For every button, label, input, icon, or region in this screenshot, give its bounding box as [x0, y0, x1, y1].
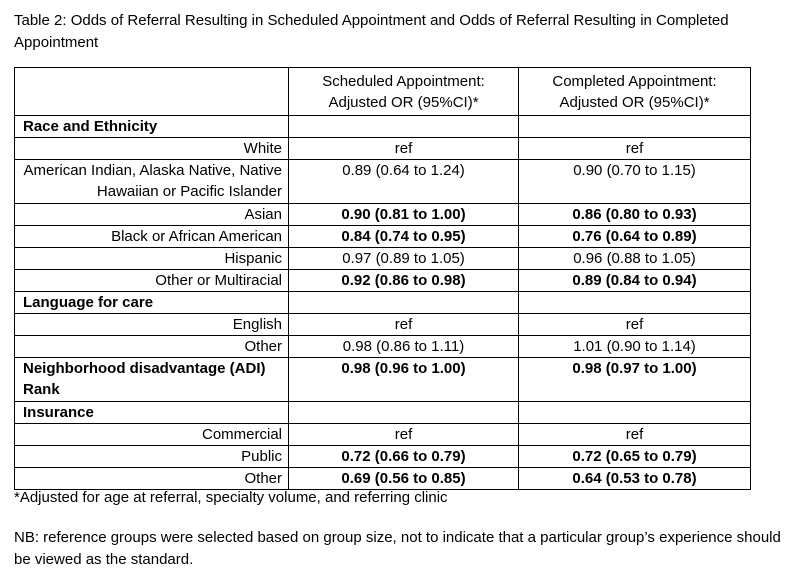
section-row-insurance	[15, 402, 751, 424]
cell-scheduled-commercial: ref	[289, 424, 519, 446]
section-label-insurance: Insurance	[15, 402, 289, 424]
row-label-other-race: Other or Multiracial	[15, 270, 289, 292]
row-label-public: Public	[15, 446, 289, 468]
cell-scheduled-hispanic: 0.97 (0.89 to 1.05)	[289, 248, 519, 270]
table-row	[15, 248, 751, 270]
table-header-row	[15, 68, 751, 116]
cell-scheduled-other-insurance: 0.69 (0.56 to 0.85)	[289, 468, 519, 490]
cell-completed-public: 0.72 (0.65 to 0.79)	[519, 446, 751, 468]
cell-scheduled-asian: 0.90 (0.81 to 1.00)	[289, 204, 519, 226]
section-label-language: Language for care	[15, 292, 289, 314]
cell-scheduled-english: ref	[289, 314, 519, 336]
footnote: *Adjusted for age at referral, specialty volume, and referring clinic	[14, 489, 448, 506]
section-label-adi: Neighborhood disadvantage (ADI) Rank	[15, 358, 289, 402]
table-row	[15, 424, 751, 446]
row-label-white: White	[15, 138, 289, 160]
row-label-asian: Asian	[15, 204, 289, 226]
cell-completed-black: 0.76 (0.64 to 0.89)	[519, 226, 751, 248]
cell-scheduled-white: ref	[289, 138, 519, 160]
table-row	[15, 446, 751, 468]
cell-completed-english: ref	[519, 314, 751, 336]
table-title: Table 2: Odds of Referral Resulting in Scheduled Appointment and Odds of Referral Resulting in Completed Appointment	[14, 12, 729, 51]
row-label-aian: American Indian, Alaska Native, Native Hawaiian or Pacific Islander	[15, 160, 289, 204]
header-scheduled: Scheduled Appointment: Adjusted OR (95%CI)*	[289, 68, 519, 116]
cell-scheduled-black: 0.84 (0.74 to 0.95)	[289, 226, 519, 248]
cell-completed-asian: 0.86 (0.80 to 0.93)	[519, 204, 751, 226]
section-row-adi	[15, 358, 751, 402]
odds-table	[14, 67, 751, 490]
cell-scheduled-adi: 0.98 (0.96 to 1.00)	[289, 358, 519, 402]
row-label-black: Black or African American	[15, 226, 289, 248]
table-row	[15, 336, 751, 358]
cell-scheduled-public: 0.72 (0.66 to 0.79)	[289, 446, 519, 468]
cell-scheduled-other-language: 0.98 (0.86 to 1.11)	[289, 336, 519, 358]
table-row	[15, 314, 751, 336]
table-row	[15, 270, 751, 292]
cell-completed-white: ref	[519, 138, 751, 160]
row-label-other-insurance: Other	[15, 468, 289, 490]
table-row	[15, 204, 751, 226]
header-blank-cell	[15, 68, 289, 116]
section-row-language	[15, 292, 751, 314]
cell-scheduled-aian: 0.89 (0.64 to 1.24)	[289, 160, 519, 204]
table-row	[15, 226, 751, 248]
header-completed: Completed Appointment: Adjusted OR (95%CI)*	[519, 68, 751, 116]
row-label-other-language: Other	[15, 336, 289, 358]
cell-scheduled-other-race: 0.92 (0.86 to 0.98)	[289, 270, 519, 292]
cell-completed-hispanic: 0.96 (0.88 to 1.05)	[519, 248, 751, 270]
row-label-commercial: Commercial	[15, 424, 289, 446]
section-label-race: Race and Ethnicity	[15, 116, 289, 138]
table-row	[15, 468, 751, 490]
table-row	[15, 138, 751, 160]
row-label-hispanic: Hispanic	[15, 248, 289, 270]
nb-note: NB: reference groups were selected based on group size, not to indicate that a particular group’s experience should be viewed as the standard.	[14, 529, 781, 568]
section-row-race	[15, 116, 751, 138]
cell-completed-adi: 0.98 (0.97 to 1.00)	[519, 358, 751, 402]
cell-completed-other-language: 1.01 (0.90 to 1.14)	[519, 336, 751, 358]
cell-completed-aian: 0.90 (0.70 to 1.15)	[519, 160, 751, 204]
table-row	[15, 160, 751, 204]
cell-completed-other-insurance: 0.64 (0.53 to 0.78)	[519, 468, 751, 490]
cell-completed-commercial: ref	[519, 424, 751, 446]
cell-completed-other-race: 0.89 (0.84 to 0.94)	[519, 270, 751, 292]
row-label-english: English	[15, 314, 289, 336]
